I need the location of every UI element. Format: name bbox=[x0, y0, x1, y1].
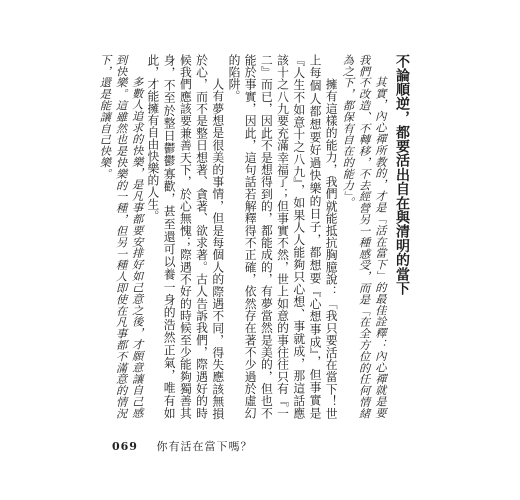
section-heading: 不論順逆，都要活出自在與清明的當下 bbox=[394, 54, 410, 296]
paragraph-2: 擁有這樣的能力，我們就能抵抗胸臆說：「我只要活在當下！世上每個人都想要好過快樂的日子，都想要『心想事成』，但事實是『人生不如意十之八九』，如果人人能夠只心想、事就成，那這話應該十之八九要充滿幸福了；但事實不然，世上如意的事往往只有『一二』而已，因此不是想得到的，都能成的，有夢當然是美的，但也不能於事實，因此，這句話若解釋得不正確，依然存在著不少過於虛幻的陷阱。 bbox=[226, 54, 339, 419]
paragraph-3: 人有夢想是很美的事情，但是每個人的際遇不同，得失應該無損於心，而不是整日想著、貪著、欲求著。古人告訴我們，際遇好的時候我們應該要兼善天下，於心無愧；際遇不好的時候至少能夠獨善其身，不至於整日鬱鬱寡歡，甚至還可以養一身的浩然正氣，唯有如此，才能擁有自由快樂的人生。 bbox=[145, 54, 225, 419]
page-number: 069 bbox=[112, 440, 138, 453]
paragraph-4: 多數人追求的快樂，是凡事都要安排好如己意之後，才願意讓自己感到快樂。這雖然也是快樂的一種，但另一種人即使在凡事都不滿意的情況下，還是能讓自己快樂。 bbox=[98, 54, 144, 419]
page-footer bbox=[112, 438, 252, 454]
paragraph-1: 其實，內心禪所教的，才是「活在當下」的最佳詮釋：內心禪就是要我們不改造、不轉移，不去經營另一種感受，而是「在全方位的任何情緒為之下，都保有自在的能力」。 bbox=[341, 54, 387, 419]
vertical-text-block bbox=[98, 54, 410, 419]
running-title: 你有活在當下嗎？ bbox=[156, 440, 253, 453]
